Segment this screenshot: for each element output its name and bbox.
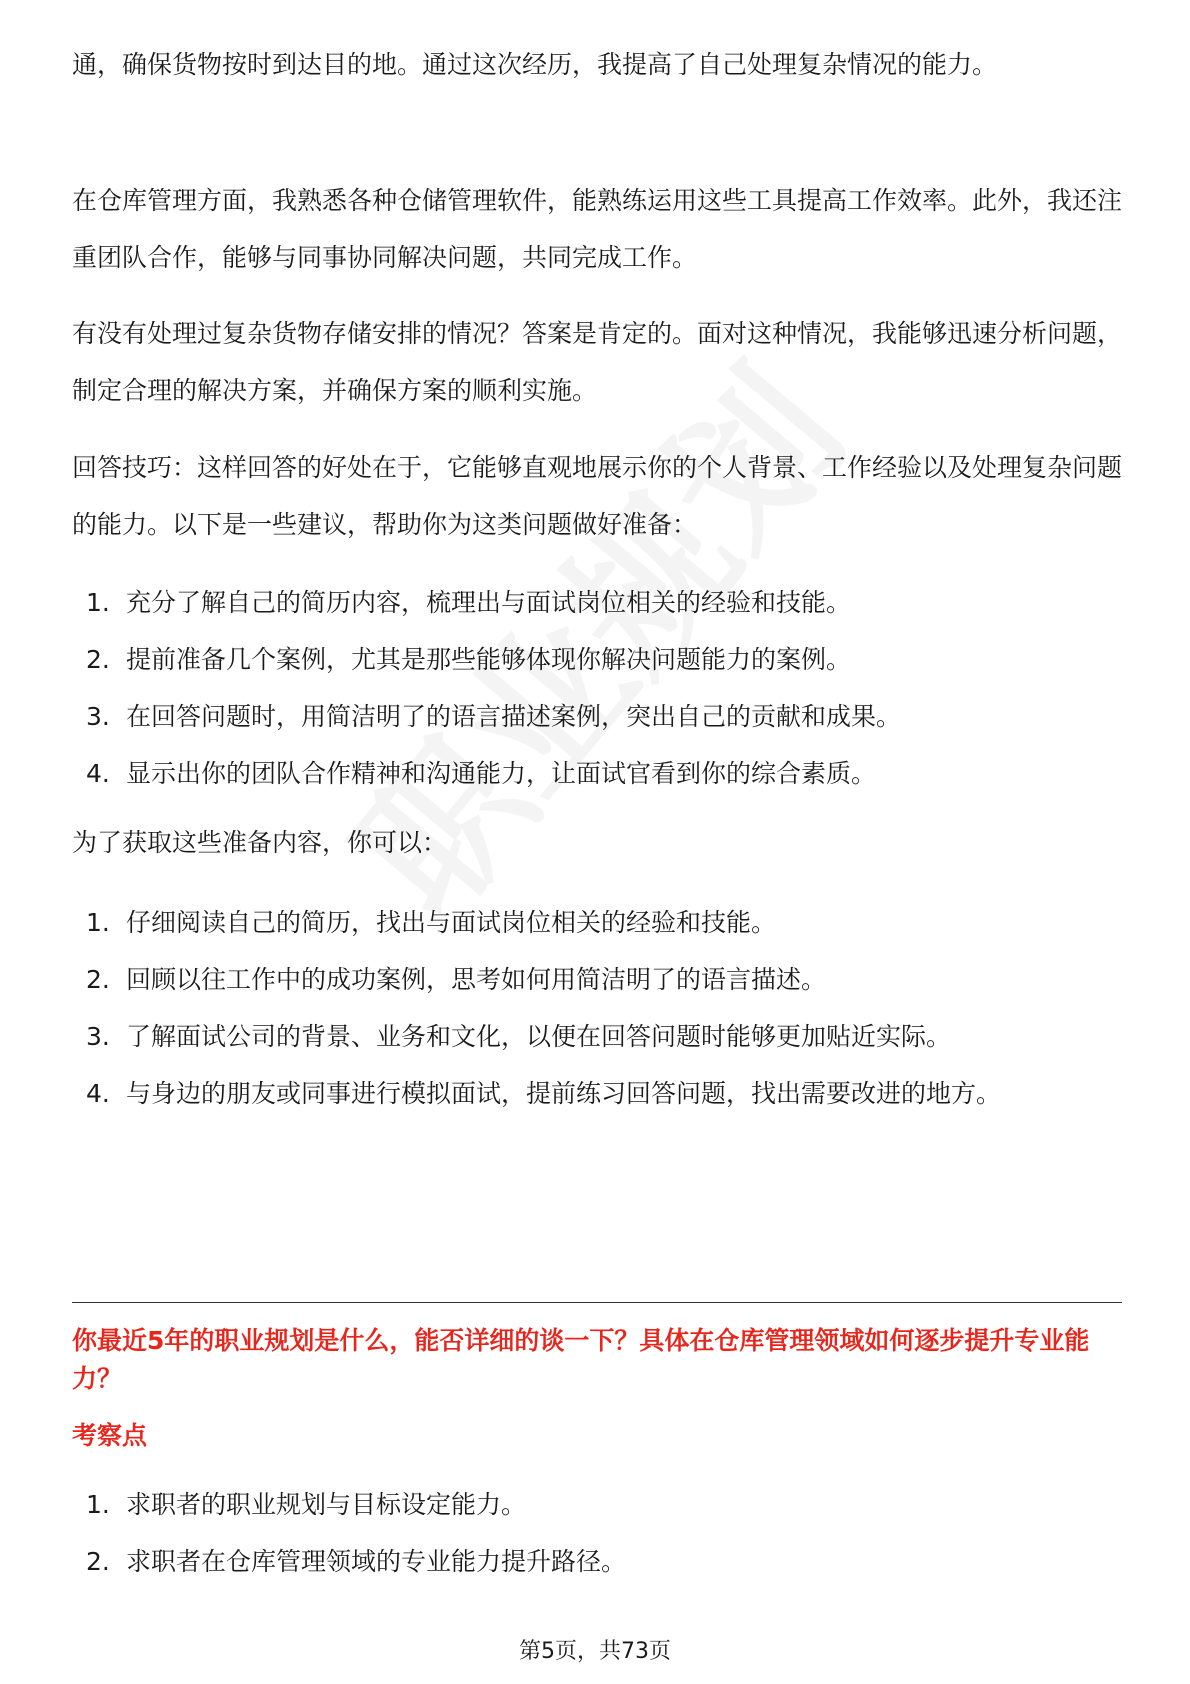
prep-steps-list	[72, 894, 1122, 1122]
list-number: 2.	[86, 965, 110, 994]
list-number: 3.	[86, 1022, 110, 1051]
list-item	[72, 951, 1122, 1008]
paragraph-1: 通，确保货物按时到达目的地。通过这次经历，我提高了自己处理复杂情况的能力。	[72, 50, 998, 79]
list-item	[72, 1008, 1122, 1065]
list-item	[72, 1065, 1122, 1122]
list-item	[72, 745, 1122, 802]
list-text: 提前准备几个案例，尤其是那些能够体现你解决问题能力的案例。	[126, 645, 852, 674]
list-text: 显示出你的团队合作精神和沟通能力，让面试官看到你的综合素质。	[126, 759, 877, 788]
list-text: 仔细阅读自己的简历，找出与面试岗位相关的经验和技能。	[126, 908, 777, 937]
question-heading: 你最近5年的职业规划是什么，能否详细的谈一下？具体在仓库管理领域如何逐步提升专业能力？	[72, 1326, 1090, 1393]
list-item	[72, 1533, 1122, 1590]
list-text: 求职者在仓库管理领域的专业能力提升路径。	[126, 1547, 627, 1576]
list-number: 1.	[86, 588, 110, 617]
paragraph-3: 有没有处理过复杂货物存储安排的情况？答案是肯定的。面对这种情况，我能够迅速分析问题，制定合理的解决方案，并确保方案的顺利实施。	[72, 319, 1123, 405]
section-divider	[72, 1302, 1122, 1303]
list-item	[72, 631, 1122, 688]
list-number: 4.	[86, 759, 110, 788]
list-text: 求职者的职业规划与目标设定能力。	[126, 1490, 527, 1519]
kaochadian-list	[72, 1476, 1122, 1590]
list-text: 在回答问题时，用简洁明了的语言描述案例，突出自己的贡献和成果。	[126, 702, 902, 731]
prep-intro: 为了获取这些准备内容，你可以：	[72, 828, 448, 857]
paragraph-4: 回答技巧：这样回答的好处在于，它能够直观地展示你的个人背景、工作经验以及处理复杂问题的能力。以下是一些建议，帮助你为这类问题做好准备：	[72, 453, 1123, 539]
page-footer: 第5页，共73页	[519, 1639, 671, 1664]
list-number: 3.	[86, 702, 110, 731]
list-item	[72, 1476, 1122, 1533]
list-item	[72, 894, 1122, 951]
kaochadian-heading: 考察点	[72, 1421, 148, 1450]
list-item	[72, 574, 1122, 631]
list-number: 2.	[86, 1547, 110, 1576]
list-text: 了解面试公司的背景、业务和文化，以便在回答问题时能够更加贴近实际。	[126, 1022, 952, 1051]
list-number: 4.	[86, 1079, 110, 1108]
list-text: 回顾以往工作中的成功案例，思考如何用简洁明了的语言描述。	[126, 965, 827, 994]
list-item	[72, 688, 1122, 745]
paragraph-2: 在仓库管理方面，我熟悉各种仓储管理软件，能熟练运用这些工具提高工作效率。此外，我还注重团队合作，能够与同事协同解决问题，共同完成工作。	[72, 186, 1123, 272]
tips-list	[72, 574, 1122, 802]
list-number: 1.	[86, 1490, 110, 1519]
list-text: 充分了解自己的简历内容，梳理出与面试岗位相关的经验和技能。	[126, 588, 852, 617]
list-number: 1.	[86, 908, 110, 937]
list-text: 与身边的朋友或同事进行模拟面试，提前练习回答问题，找出需要改进的地方。	[126, 1079, 1002, 1108]
list-number: 2.	[86, 645, 110, 674]
